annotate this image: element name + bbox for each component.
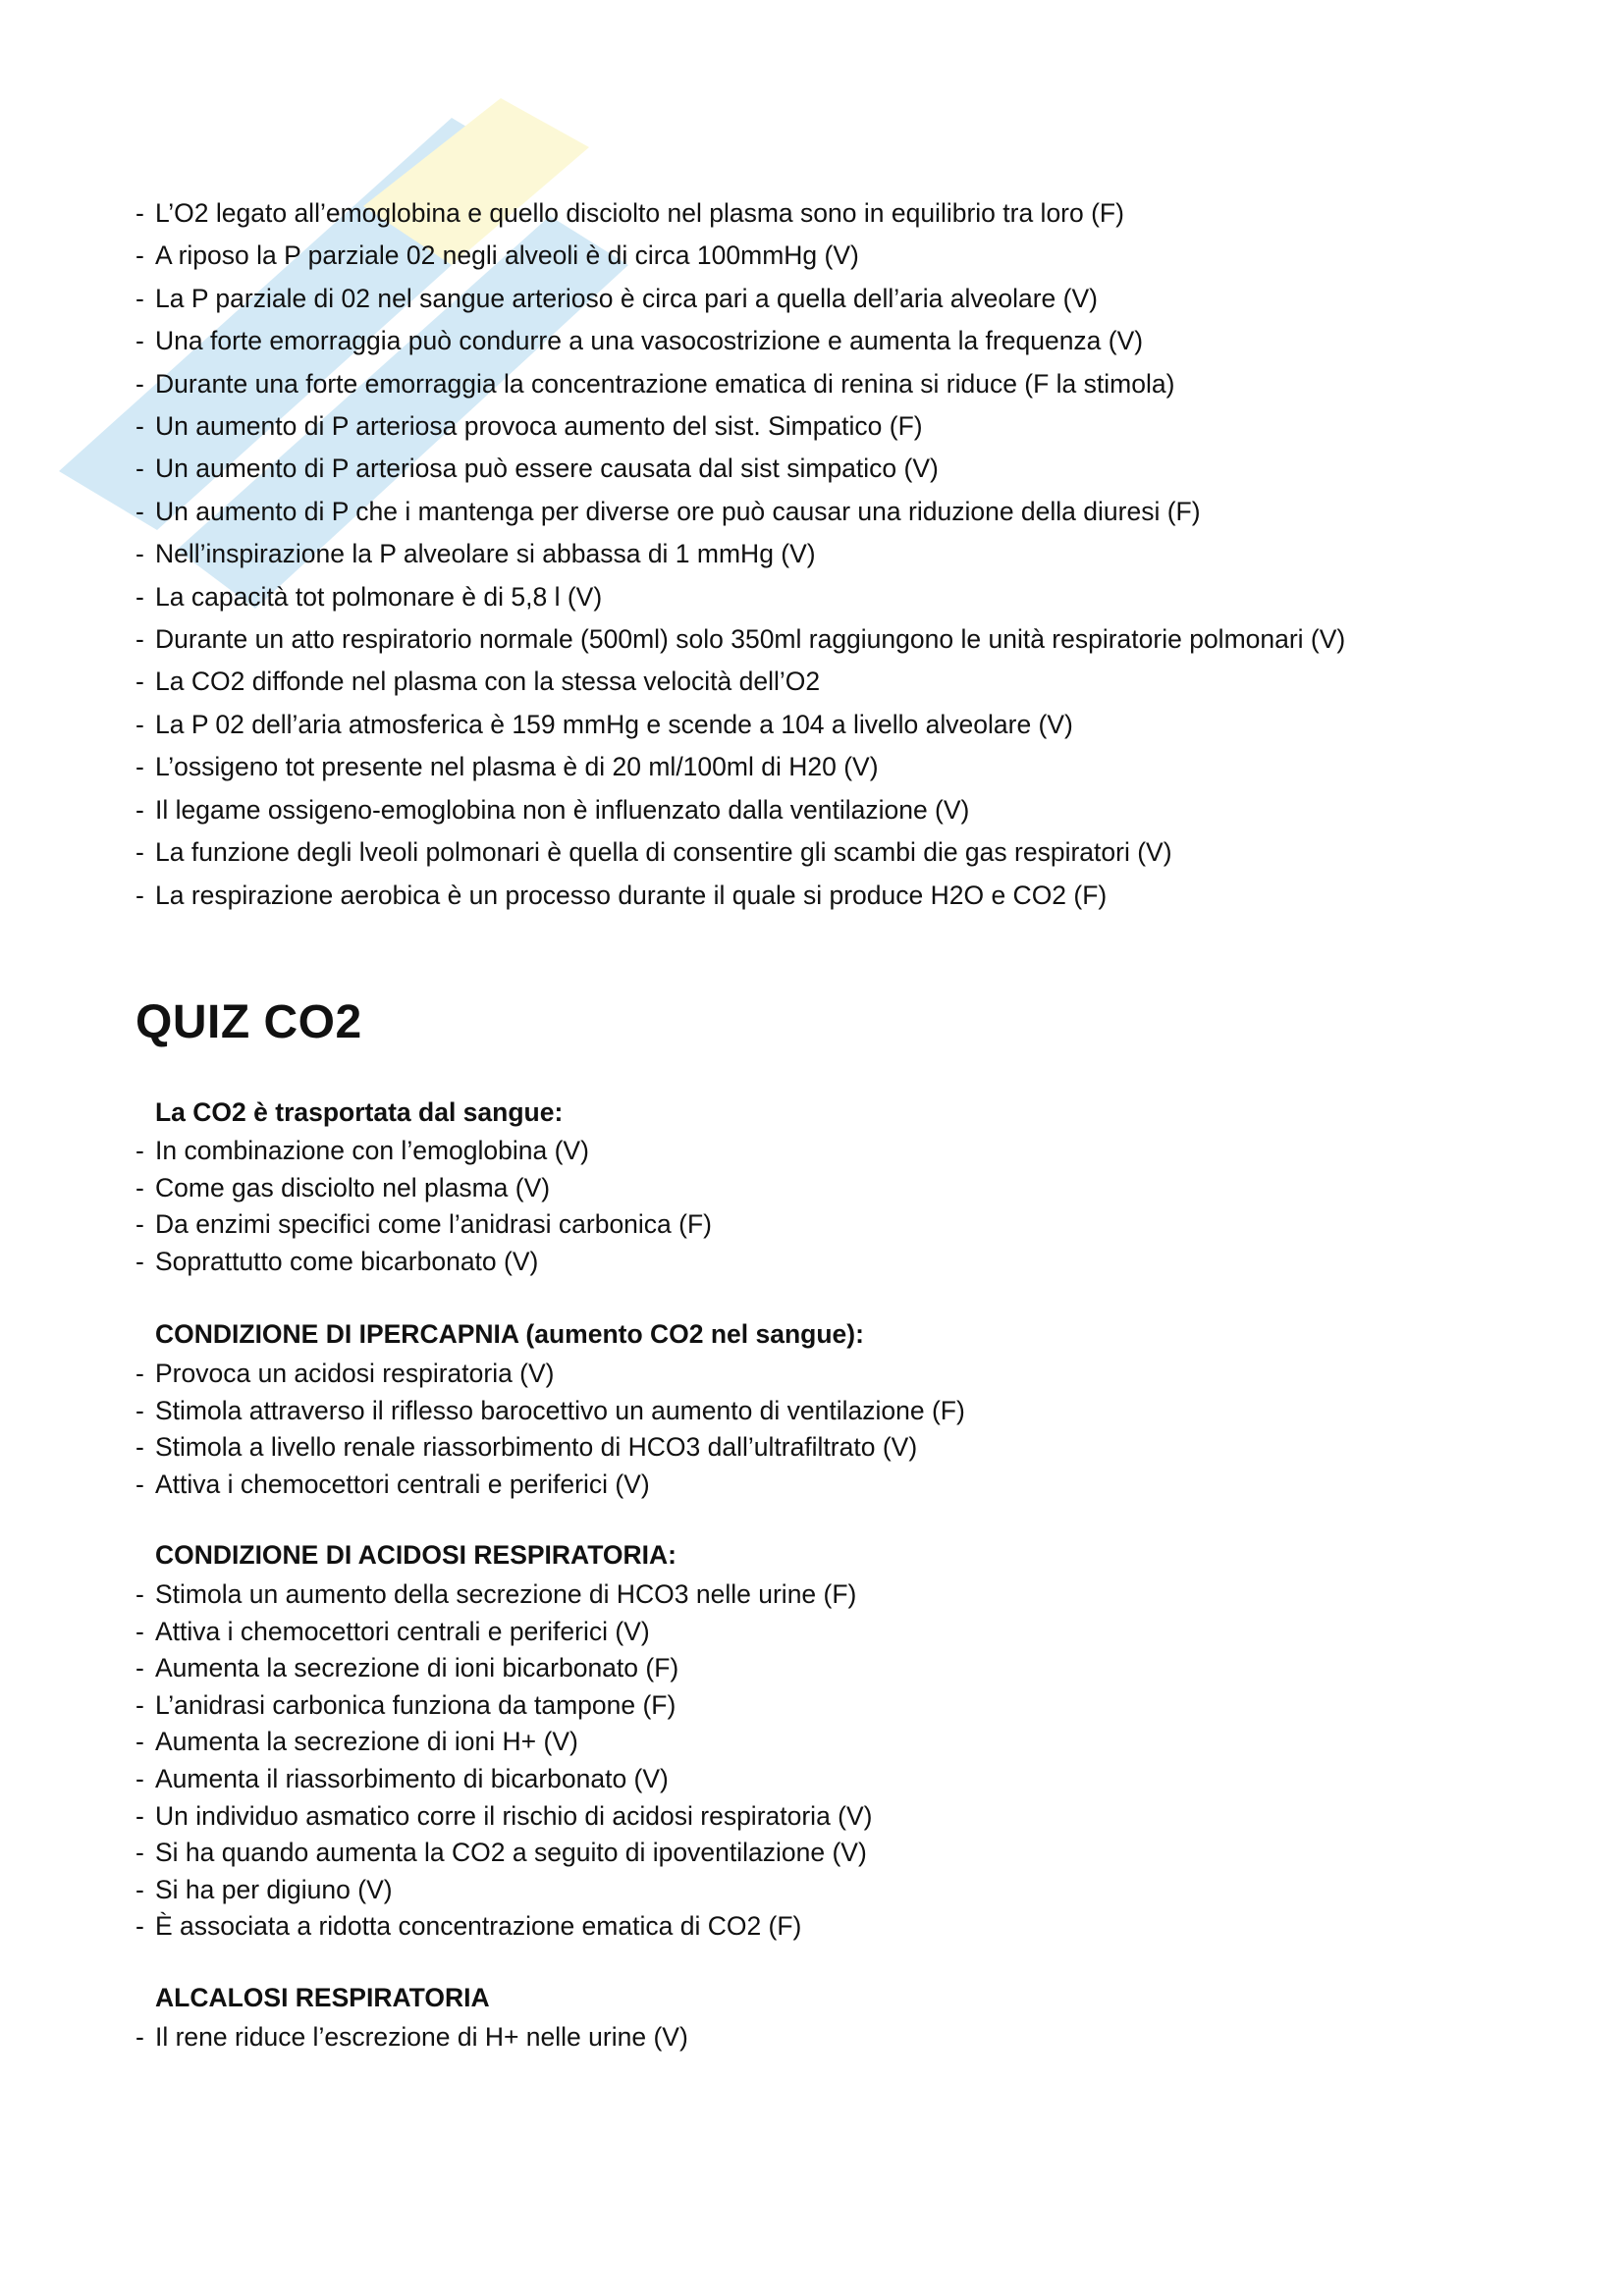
list-item: - Stimola un aumento della secrezione di HCO3 nelle urine (F) — [135, 1576, 873, 1614]
true-false-list — [135, 192, 1345, 917]
section-list — [135, 1576, 873, 1946]
section-heading: CONDIZIONE DI IPERCAPNIA (aumento CO2 nel sangue): — [155, 1319, 864, 1349]
list-item: - Aumenta il riassorbimento di bicarbonato (V) — [135, 1761, 873, 1798]
list-item: - La CO2 diffonde nel plasma con la stessa velocità dell’O2 — [135, 661, 1345, 703]
list-item: - Da enzimi specifici come l’anidrasi carbonica (F) — [135, 1206, 712, 1244]
list-item: - La capacità tot polmonare è di 5,8 l (V) — [135, 576, 1345, 618]
section-heading: CONDIZIONE DI ACIDOSI RESPIRATORIA: — [155, 1540, 677, 1570]
list-item: - Stimola a livello renale riassorbimento di HCO3 dall’ultrafiltrato (V) — [135, 1429, 965, 1467]
list-item: - Nell’inspirazione la P alveolare si abbassa di 1 mmHg (V) — [135, 533, 1345, 575]
list-item: - L’anidrasi carbonica funziona da tampone (F) — [135, 1687, 873, 1725]
list-item: - Provoca un acidosi respiratoria (V) — [135, 1356, 965, 1393]
list-item: - Aumenta la secrezione di ioni bicarbonato (F) — [135, 1650, 873, 1687]
list-item: - La P parziale di 02 nel sangue arterioso è circa pari a quella dell’aria alveolare (V) — [135, 278, 1345, 320]
list-item: - Aumenta la secrezione di ioni H+ (V) — [135, 1724, 873, 1761]
list-item: - La funzione degli lveoli polmonari è quella di consentire gli scambi die gas respiratori (V) — [135, 831, 1345, 874]
list-item: - Durante un atto respiratorio normale (500ml) solo 350ml raggiungono le unità respiratorie polmonari (V) — [135, 618, 1345, 661]
list-item: - Come gas disciolto nel plasma (V) — [135, 1170, 712, 1207]
list-item: - La respirazione aerobica è un processo durante il quale si produce H2O e CO2 (F) — [135, 875, 1345, 917]
list-item: - Attiva i chemocettori centrali e periferici (V) — [135, 1467, 965, 1504]
list-item: - La P 02 dell’aria atmosferica è 159 mmHg e scende a 104 a livello alveolare (V) — [135, 704, 1345, 746]
list-item: - Il legame ossigeno-emoglobina non è influenzato dalla ventilazione (V) — [135, 789, 1345, 831]
section-heading: ALCALOSI RESPIRATORIA — [155, 1983, 490, 2012]
list-item: - Attiva i chemocettori centrali e periferici (V) — [135, 1614, 873, 1651]
section-list — [135, 1356, 965, 1503]
section-heading: La CO2 è trasportata dal sangue: — [155, 1097, 564, 1127]
section-list — [135, 1133, 712, 1280]
section-list — [135, 2019, 688, 2056]
list-item: - Un aumento di P che i mantenga per diverse ore può causar una riduzione della diuresi (F) — [135, 491, 1345, 533]
list-item: - Soprattutto come bicarbonato (V) — [135, 1244, 712, 1281]
quiz-title: QUIZ CO2 — [135, 996, 362, 1048]
list-item: - È associata a ridotta concentrazione ematica di CO2 (F) — [135, 1908, 873, 1946]
list-item: - Un individuo asmatico corre il rischio di acidosi respiratoria (V) — [135, 1798, 873, 1836]
list-item: - Si ha quando aumenta la CO2 a seguito di ipoventilazione (V) — [135, 1835, 873, 1872]
list-item: - Un aumento di P arteriosa provoca aumento del sist. Simpatico (F) — [135, 405, 1345, 448]
list-item: - In combinazione con l’emoglobina (V) — [135, 1133, 712, 1170]
list-item: - Durante una forte emorraggia la concentrazione ematica di renina si riduce (F la stimola) — [135, 363, 1345, 405]
list-item: - Il rene riduce l’escrezione di H+ nelle urine (V) — [135, 2019, 688, 2056]
list-item: - L’O2 legato all’emoglobina e quello disciolto nel plasma sono in equilibrio tra loro (F) — [135, 192, 1345, 235]
list-item: - A riposo la P parziale 02 negli alveoli è di circa 100mmHg (V) — [135, 235, 1345, 277]
list-item: - L’ossigeno tot presente nel plasma è di 20 ml/100ml di H20 (V) — [135, 746, 1345, 788]
list-item: - Un aumento di P arteriosa può essere causata dal sist simpatico (V) — [135, 448, 1345, 490]
list-item: - Si ha per digiuno (V) — [135, 1872, 873, 1909]
list-item: - Una forte emorraggia può condurre a una vasocostrizione e aumenta la frequenza (V) — [135, 320, 1345, 362]
list-item: - Stimola attraverso il riflesso barocettivo un aumento di ventilazione (F) — [135, 1393, 965, 1430]
